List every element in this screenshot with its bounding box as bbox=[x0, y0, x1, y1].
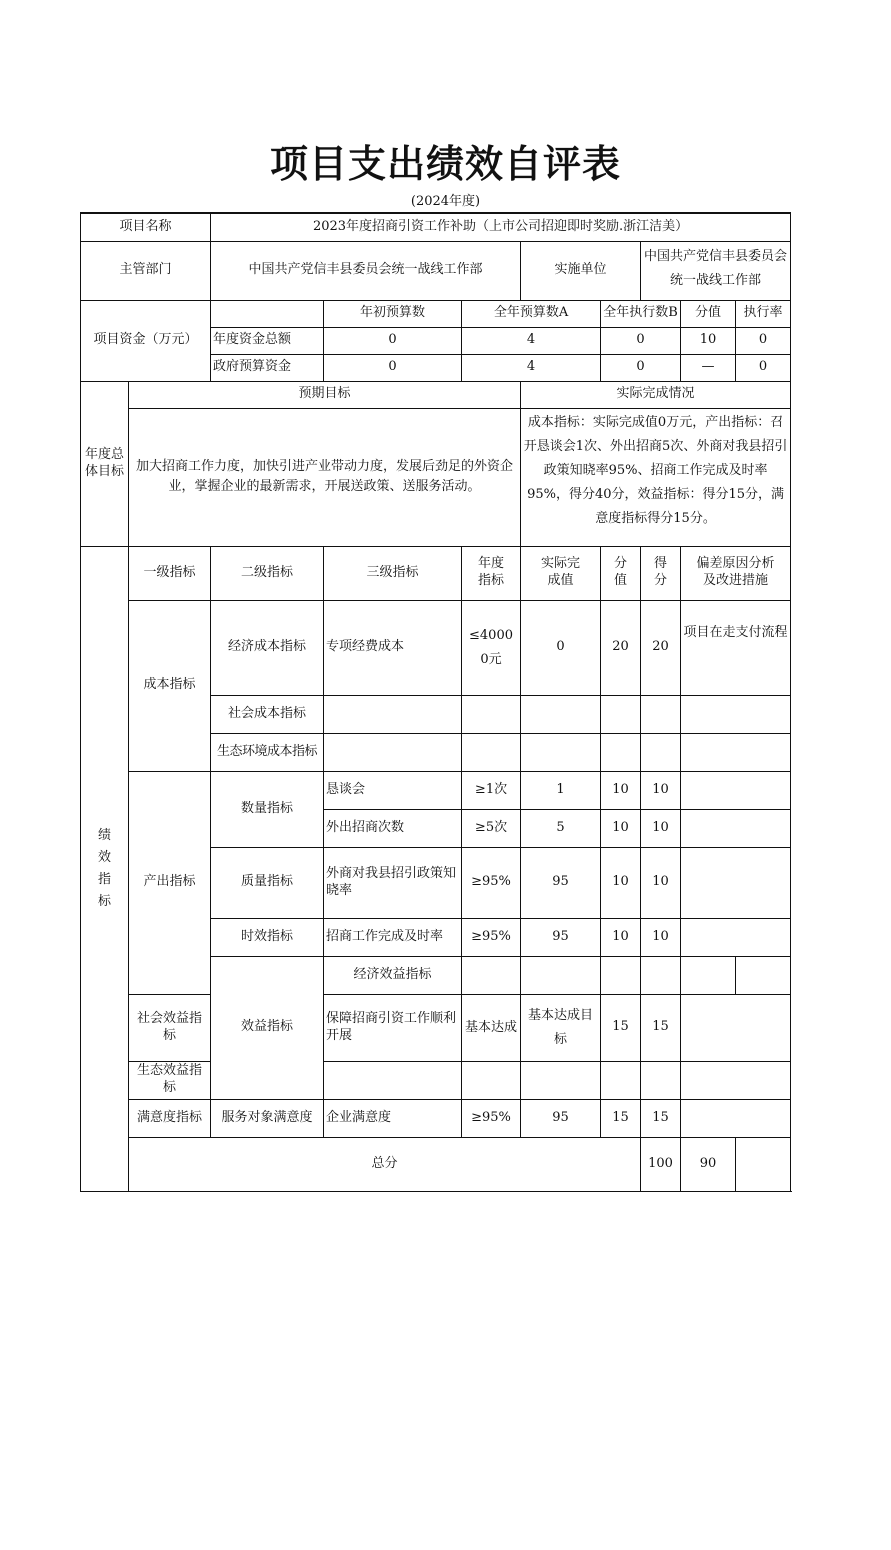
value-cell: 20 bbox=[601, 600, 641, 695]
actual-cell bbox=[521, 1061, 601, 1099]
deviation-note bbox=[736, 956, 791, 994]
funds-row-executed: 0 bbox=[601, 327, 681, 354]
level2-cell: 经济成本指标 bbox=[211, 600, 324, 695]
level3-cell bbox=[324, 1061, 462, 1099]
deviation-note bbox=[681, 847, 791, 918]
total-score: 90 bbox=[681, 1137, 736, 1191]
funds-header-annual: 全年预算数A bbox=[462, 300, 601, 327]
level2-cell: 时效指标 bbox=[211, 918, 324, 956]
header-score-value: 分值 bbox=[601, 546, 641, 600]
score-cell bbox=[641, 695, 681, 733]
total-note bbox=[736, 1137, 791, 1191]
level2-cell: 数量指标 bbox=[211, 771, 324, 847]
actual-completion-header: 实际完成情况 bbox=[521, 381, 791, 408]
output-indicator-label: 产出指标 bbox=[129, 771, 211, 994]
deviation-note bbox=[681, 695, 791, 733]
score-cell bbox=[641, 733, 681, 771]
level2-cell: 质量指标 bbox=[211, 847, 324, 918]
deviation-note bbox=[681, 1099, 791, 1137]
header-level2: 二级指标 bbox=[211, 546, 324, 600]
level3-cell: 外商对我县招引政策知晓率 bbox=[324, 847, 462, 918]
actual-cell bbox=[521, 695, 601, 733]
deviation-note: 项目在走支付流程 bbox=[681, 600, 791, 695]
target-cell: ≥95% bbox=[462, 847, 521, 918]
header-level1: 一级指标 bbox=[129, 546, 211, 600]
impl-unit-label: 实施单位 bbox=[521, 241, 641, 300]
value-cell bbox=[601, 1061, 641, 1099]
total-value: 100 bbox=[641, 1137, 681, 1191]
header-level3: 三级指标 bbox=[324, 546, 462, 600]
value-cell: 15 bbox=[601, 994, 641, 1061]
self-evaluation-table bbox=[80, 212, 791, 1192]
score-cell: 10 bbox=[641, 918, 681, 956]
funds-header-blank bbox=[211, 300, 324, 327]
funds-header-initial: 年初预算数 bbox=[324, 300, 462, 327]
target-cell: ≥1次 bbox=[462, 771, 521, 809]
score-cell bbox=[681, 956, 736, 994]
funds-row-annual: 4 bbox=[462, 354, 601, 381]
funds-row-executed: 0 bbox=[601, 354, 681, 381]
level3-cell bbox=[324, 733, 462, 771]
expected-goal-header: 预期目标 bbox=[129, 381, 521, 408]
deviation-note bbox=[681, 809, 791, 847]
header-score: 得分 bbox=[641, 546, 681, 600]
dept-label: 主管部门 bbox=[81, 241, 211, 300]
funds-row-name: 年度资金总额 bbox=[211, 327, 324, 354]
funds-row-score-value: 10 bbox=[681, 327, 736, 354]
level3-cell bbox=[462, 956, 521, 994]
deviation-note bbox=[681, 1061, 791, 1099]
actual-cell: 95 bbox=[521, 1099, 601, 1137]
value-cell bbox=[641, 956, 681, 994]
expected-goal-text: 加大招商工作力度，加快引进产业带动力度，发展后劲足的外资企业，掌握企业的最新需求，开展送政策、送服务活动。 bbox=[129, 408, 521, 546]
value-cell: 10 bbox=[601, 809, 641, 847]
actual-cell: 95 bbox=[521, 918, 601, 956]
project-name-label: 项目名称 bbox=[81, 213, 211, 241]
target-cell: ≤40000元 bbox=[462, 600, 521, 695]
actual-cell: 5 bbox=[521, 809, 601, 847]
deviation-note bbox=[681, 918, 791, 956]
impl-unit-value: 中国共产党信丰县委员会统一战线工作部 bbox=[641, 241, 791, 300]
actual-cell bbox=[521, 733, 601, 771]
level2-cell: 经济效益指标 bbox=[324, 956, 462, 994]
value-cell bbox=[601, 733, 641, 771]
project-name-value: 2023年度招商引资工作补助（上市公司招迎即时奖励.浙江洁美） bbox=[211, 213, 791, 241]
funds-row-score-value: — bbox=[681, 354, 736, 381]
target-cell: ≥95% bbox=[462, 918, 521, 956]
score-cell: 10 bbox=[641, 847, 681, 918]
benefit-indicator-label: 效益指标 bbox=[211, 956, 324, 1099]
value-cell: 10 bbox=[601, 771, 641, 809]
level2-cell: 社会效益指标 bbox=[129, 994, 211, 1061]
funds-header-executed: 全年执行数B bbox=[601, 300, 681, 327]
satisfaction-indicator-label: 满意度指标 bbox=[129, 1099, 211, 1137]
header-actual-value: 实际完成值 bbox=[521, 546, 601, 600]
value-cell: 15 bbox=[601, 1099, 641, 1137]
performance-indicators-label: 绩效指标 bbox=[81, 546, 129, 1191]
score-cell bbox=[641, 1061, 681, 1099]
page-title: 项目支出绩效自评表 bbox=[269, 141, 621, 186]
funds-header-score-value: 分值 bbox=[681, 300, 736, 327]
level2-cell: 社会成本指标 bbox=[211, 695, 324, 733]
annual-goal-label: 年度总体目标 bbox=[81, 381, 129, 546]
deviation-note bbox=[681, 771, 791, 809]
actual-cell bbox=[601, 956, 641, 994]
level3-cell: 专项经费成本 bbox=[324, 600, 462, 695]
level3-cell: 外出招商次数 bbox=[324, 809, 462, 847]
funds-row-rate: 0 bbox=[736, 327, 791, 354]
funds-row-initial: 0 bbox=[324, 354, 462, 381]
target-cell: 基本达成 bbox=[462, 994, 521, 1061]
deviation-note bbox=[681, 994, 791, 1061]
header-annual-target: 年度指标 bbox=[462, 546, 521, 600]
cost-indicator-label: 成本指标 bbox=[129, 600, 211, 771]
score-cell: 10 bbox=[641, 771, 681, 809]
target-cell bbox=[462, 1061, 521, 1099]
level2-cell: 生态环境成本指标 bbox=[211, 733, 324, 771]
level3-cell: 恳谈会 bbox=[324, 771, 462, 809]
target-cell bbox=[521, 956, 601, 994]
year-subtitle: (2024年度) bbox=[410, 194, 481, 209]
target-cell bbox=[462, 695, 521, 733]
score-cell: 10 bbox=[641, 809, 681, 847]
funds-row-rate: 0 bbox=[736, 354, 791, 381]
value-cell: 10 bbox=[601, 847, 641, 918]
actual-cell: 基本达成目标 bbox=[521, 994, 601, 1061]
level2-cell: 生态效益指标 bbox=[129, 1061, 211, 1099]
score-cell: 20 bbox=[641, 600, 681, 695]
value-cell: 10 bbox=[601, 918, 641, 956]
target-cell: ≥95% bbox=[462, 1099, 521, 1137]
funds-row-initial: 0 bbox=[324, 327, 462, 354]
level3-cell: 保障招商引资工作顺利开展 bbox=[324, 994, 462, 1061]
header-deviation-analysis: 偏差原因分析及改进措施 bbox=[681, 546, 791, 600]
actual-cell: 95 bbox=[521, 847, 601, 918]
target-cell bbox=[462, 733, 521, 771]
funds-row-annual: 4 bbox=[462, 327, 601, 354]
funds-label: 项目资金（万元） bbox=[81, 300, 211, 381]
score-cell: 15 bbox=[641, 994, 681, 1061]
score-cell: 15 bbox=[641, 1099, 681, 1137]
total-label: 总分 bbox=[129, 1137, 641, 1191]
deviation-note bbox=[681, 733, 791, 771]
level3-cell: 企业满意度 bbox=[324, 1099, 462, 1137]
level3-cell bbox=[324, 695, 462, 733]
funds-header-rate: 执行率 bbox=[736, 300, 791, 327]
actual-cell: 0 bbox=[521, 600, 601, 695]
funds-row-name: 政府预算资金 bbox=[211, 354, 324, 381]
level2-cell: 服务对象满意度 bbox=[211, 1099, 324, 1137]
actual-cell: 1 bbox=[521, 771, 601, 809]
dept-value: 中国共产党信丰县委员会统一战线工作部 bbox=[211, 241, 521, 300]
actual-completion-text: 成本指标：实际完成值0万元，产出指标：召开恳谈会1次、外出招商5次、外商对我县招引政策知晓率95%、招商工作完成及时率95%，得分40分，效益指标：得分15分，满意度指标得分15分。 bbox=[521, 408, 791, 546]
target-cell: ≥5次 bbox=[462, 809, 521, 847]
level3-cell: 招商工作完成及时率 bbox=[324, 918, 462, 956]
value-cell bbox=[601, 695, 641, 733]
